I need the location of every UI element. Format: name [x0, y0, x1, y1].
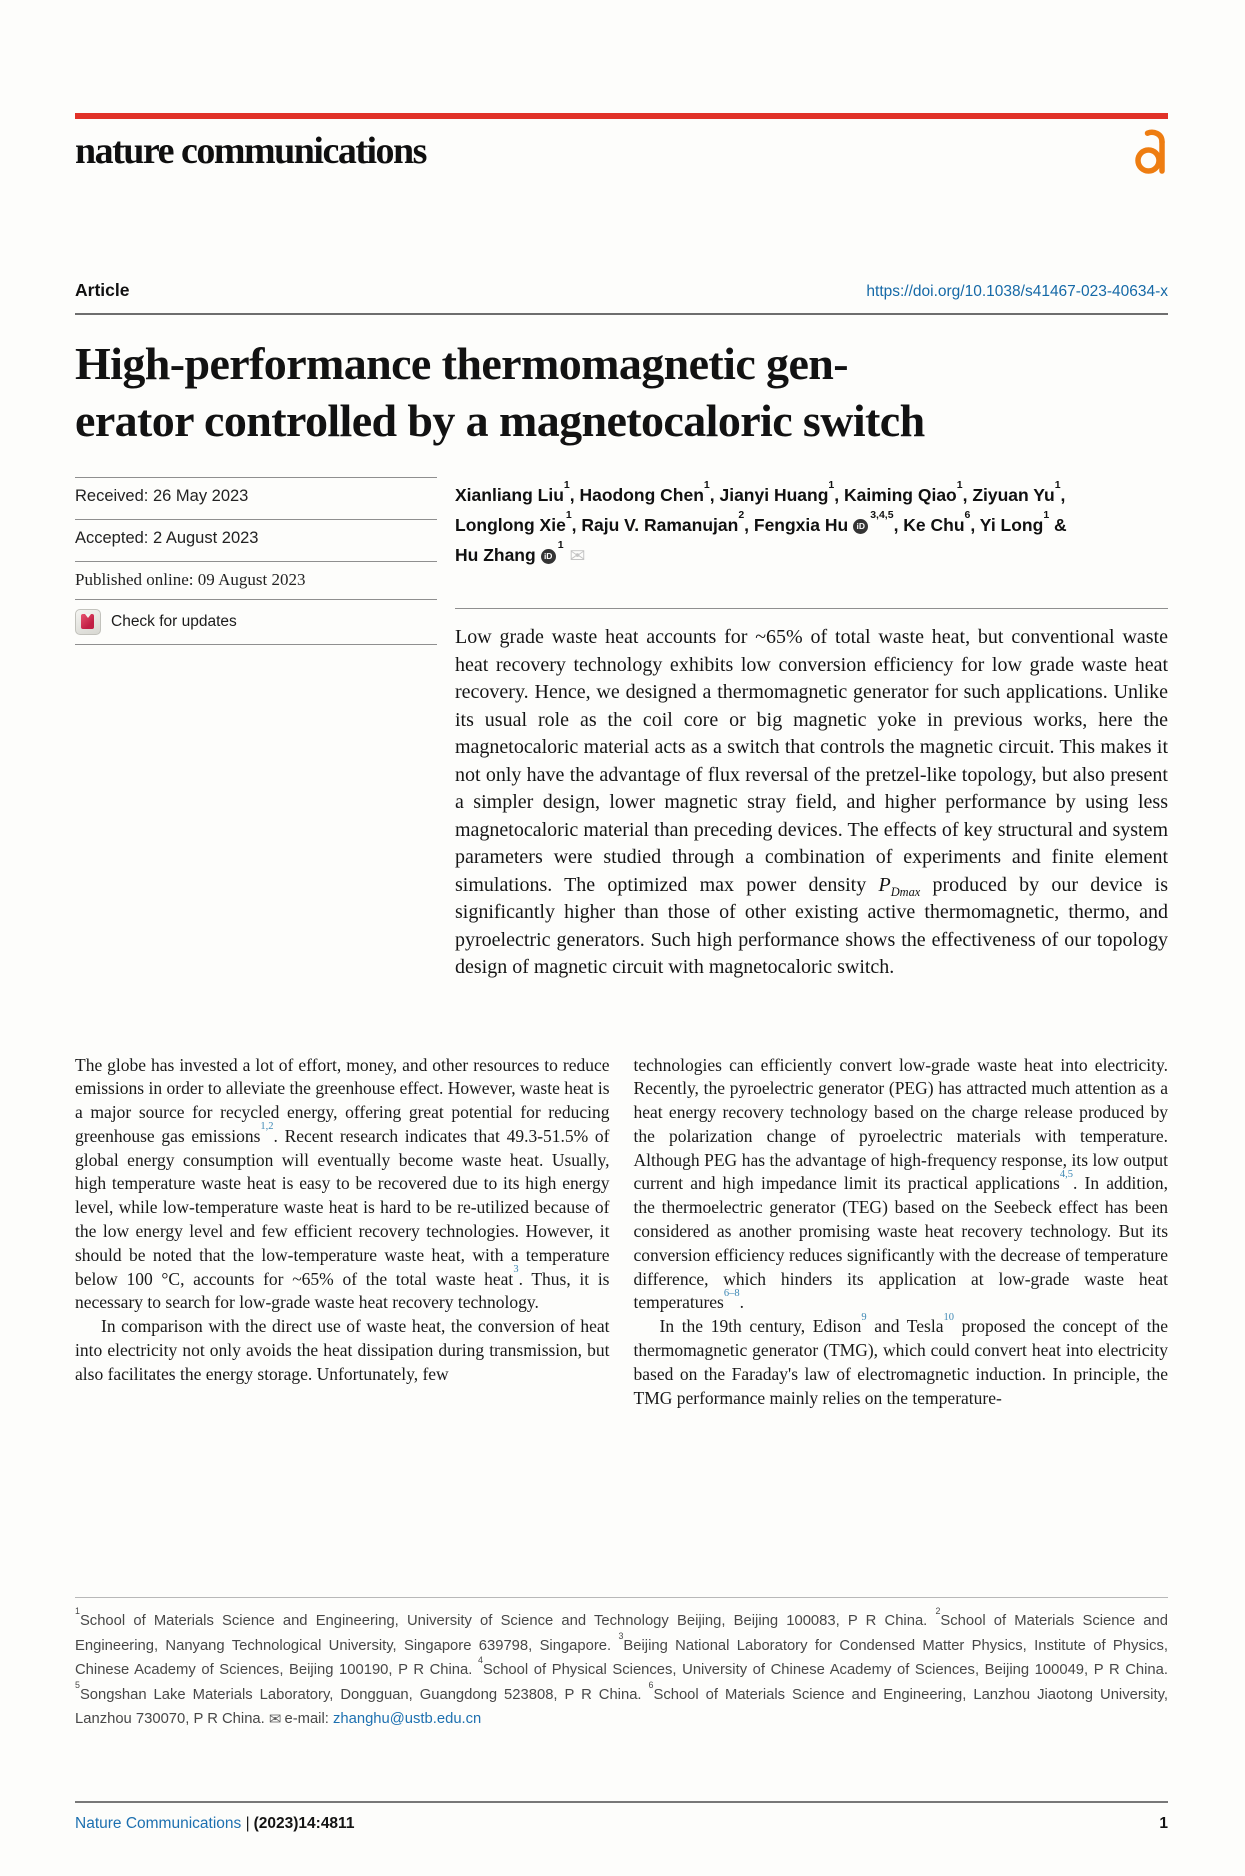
article-type-label: Article: [75, 280, 130, 300]
doi-link[interactable]: https://doi.org/10.1038/s41467-023-40634-x: [866, 283, 1168, 300]
title-line-1: High-performance thermomagnetic gen-: [75, 338, 848, 389]
masthead: [75, 126, 1168, 180]
reference-link[interactable]: 3: [513, 1264, 519, 1276]
body-text: [75, 1054, 1168, 1418]
received-date: Received: 26 May 2023: [75, 477, 437, 519]
body-paragraph: technologies can efficiently convert low-grade waste heat into electricity. Recently, the pyroelectric generator (PEG) has attracted much attention as a heat energy recovery technology based on the charge release produced by the polarization change of pyroelectric materials with temperature. Although PEG has the advantage of high-frequency response, its low output current and high impedance limit its practical applications$^{4,5}$. In addition, the thermoelectric generator (TEG) based on the Seebeck effect has been considered as another promising waste heat recovery technology. But its conversion efficiency reduces significantly with the decrease of temperature difference, which hinders its application at low-grade waste heat temperatures$^{6-8}$.: [633, 1054, 1168, 1313]
dates-column: [75, 477, 437, 982]
published-date: Published online: 09 August 2023: [75, 561, 437, 599]
page-footer: [75, 1801, 1168, 1833]
abstract-text: Low grade waste heat accounts for ~65% of total waste heat, but conventional waste heat recovery technology exhibits low conversion efficiency for low grade waste heat recovery. Hence, we designed a thermomagnetic generator for such applications. Unlike its usual role as the coil core or big magnetic yoke in previous works, here the magnetocaloric material acts as a switch that controls the magnetic circuit. This makes it not only have the advantage of flux reversal of the pretzel-like topology, but also present a simpler design, lower magnetic stray field, and higher performance by using less magnetocaloric material than preceding devices. The effects of key structural and system parameters were studied through a combination of experiments and finite element simulations. The optimized max power density $P_{Dmax}$ produced by our device is significantly higher than those of other existing active thermomagnetic, thermo, and pyroelectric generators. Such high performance shows the effectiveness of our topology design of magnetic circuit with magnetocaloric switch.: [455, 626, 1168, 978]
body-column-left: [75, 1054, 610, 1418]
header-divider: [75, 313, 1168, 315]
orcid-icon[interactable]: iD: [853, 519, 868, 534]
check-for-updates-button[interactable]: [75, 599, 437, 645]
body-paragraph: In the 19th century, Edison$^9$ and Tesla$^{10}$ proposed the concept of the thermomagnetic generator (TMG), which could convert heat into electricity based on the Faraday's law of electromagnetic induction. In principle, the TMG performance mainly relies on the temperature-: [633, 1311, 1168, 1408]
crossmark-icon: [75, 609, 101, 635]
footer-separator: |: [245, 1815, 250, 1832]
journal-name[interactable]: Nature Communications: [75, 1815, 242, 1832]
nature-communications-logo: nature communications: [75, 130, 426, 172]
reference-link[interactable]: 6–8: [723, 1287, 740, 1299]
reference-link[interactable]: 4,5: [1059, 1168, 1073, 1180]
orcid-icon[interactable]: iD: [541, 549, 556, 564]
paper-page: [0, 113, 1245, 1876]
email-link[interactable]: zhanghu@ustb.edu.cn: [332, 1711, 482, 1728]
affiliations-block: [75, 1597, 1168, 1733]
red-accent-bar: [75, 113, 1168, 119]
article-header-row: [75, 280, 1168, 301]
email-icon[interactable]: ✉: [569, 546, 586, 567]
affiliations-divider: [75, 1597, 1168, 1598]
paper-title: [75, 335, 1168, 449]
affiliations-text: $^1$School of Materials Science and Engineering, University of Science and Technology Beijing, Beijing 100083, P R China. $^2$School of Materials Science and Engineering, Nanyang Technological University, Singapore 639798, Singapore. $^3$Beijing National Laboratory for Condensed Matter Physics, Institute of Physics, Chinese Academy of Sciences, Beijing 100190, P R China. $^4$School of Physical Sciences, University of Chinese Academy of Sciences, Beijing 100049, P R China. $^5$Songshan Lake Materials Laboratory, Dongguan, Guangdong 523808, P R China. $^6$School of Materials Science and Engineering, Lanzhou Jiaotong University, Lanzhou 730070, P R China. ✉ e-mail: zhanghu@ustb.edu.cn: [75, 1606, 1168, 1729]
abstract-divider: [455, 608, 1168, 609]
body-paragraph: In comparison with the direct use of waste heat, the conversion of heat into electricity not only avoids the heat dissipation during transmission, but also facilitates the energy storage. Unfortunately, few: [75, 1316, 610, 1384]
open-access-icon: [1132, 128, 1168, 176]
reference-link[interactable]: 1,2: [260, 1121, 274, 1133]
email-icon-small: ✉: [268, 1711, 282, 1729]
check-for-updates-label: Check for updates: [111, 613, 237, 630]
footer-citation: [75, 1815, 354, 1833]
reference-link[interactable]: 10: [943, 1311, 954, 1323]
body-column-right: [634, 1054, 1169, 1418]
body-paragraph: The globe has invested a lot of effort, money, and other resources to reduce emissions in order to alleviate the greenhouse effect. However, waste heat is a major source for recycled energy, offering great potential for reducing greenhouse gas emissions$^{1,2}$. Recent research indicates that 49.3-51.5% of global energy consumption will eventually become waste heat. Usually, high temperature waste heat is easy to be recovered due to its high energy level, while low-temperature waste heat is hard to be re-utilized because of the low energy level and few efficient recovery technologies. However, it should be noted that the low-temperature waste heat, with a temperature below 100 °C, accounts for ~65% of the total waste heat$^3$. Thus, it is necessary to search for low-grade waste heat recovery technology.: [75, 1054, 610, 1313]
title-line-2: erator controlled by a magnetocaloric switch: [75, 395, 925, 446]
reference-link[interactable]: 9: [861, 1311, 867, 1323]
footer-divider: [75, 1801, 1168, 1803]
authors-abstract-column: [455, 477, 1168, 982]
accepted-date: Accepted: 2 August 2023: [75, 519, 437, 561]
author-list: Xianliang Liu$^1$, Haodong Chen$^1$, Jianyi Huang$^1$, Kaiming Qiao$^1$, Ziyuan Yu$^1$, Longlong Xie$^1$, Raju V. Ramanujan$^2$, Fengxia Hu iD$^{3,4,5}$, Ke Chu$^6$, Yi Long$^1$ & Hu Zhang $iD^1✉$: [455, 479, 1067, 567]
volume-citation: (2023)14:4811: [253, 1815, 355, 1832]
page-number: 1: [1159, 1815, 1168, 1832]
info-section: [75, 477, 1168, 982]
